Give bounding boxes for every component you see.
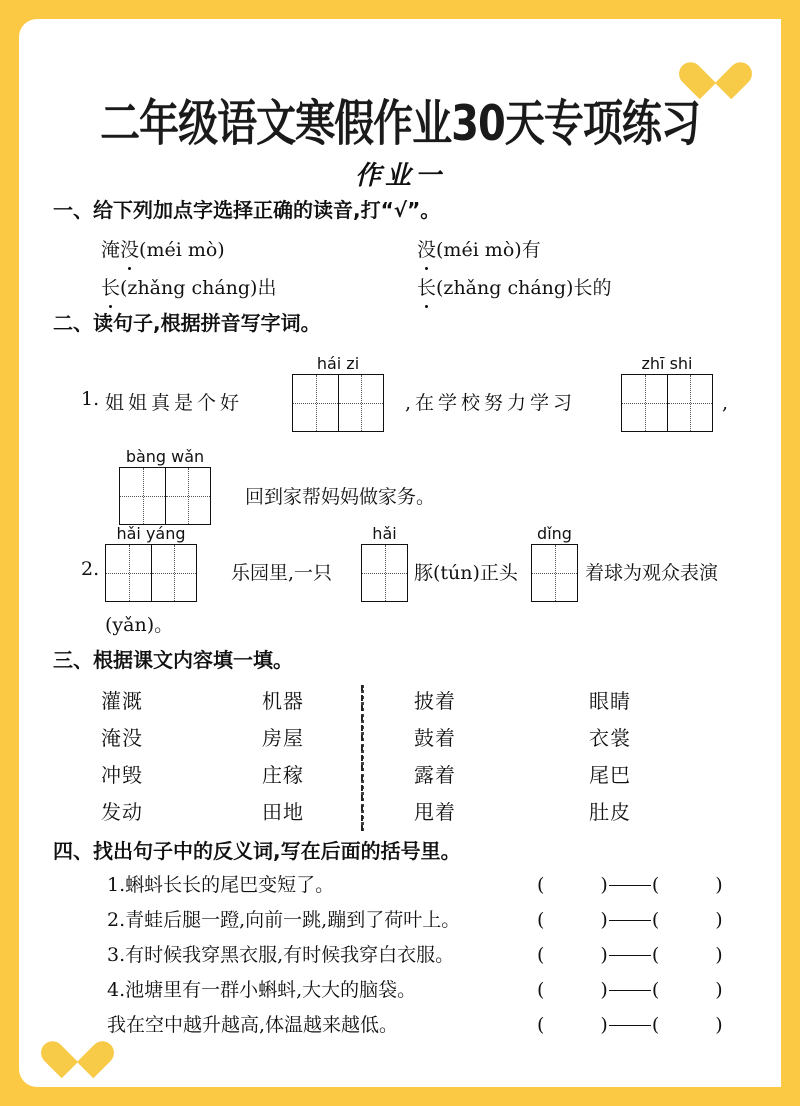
paren-open: ( — [537, 944, 545, 966]
heart-icon — [693, 47, 737, 87]
exercise-4-row — [19, 868, 781, 903]
word-item: 甩着 — [414, 800, 456, 824]
exercise-1-pre: 淹 — [101, 239, 121, 261]
pinyin-box-group[interactable] — [292, 354, 384, 432]
word-item: 衣裳 — [589, 726, 631, 750]
sentence-label: 1. — [107, 874, 126, 896]
paren-open: ( — [651, 979, 660, 1001]
pinyin-box-group[interactable] — [361, 524, 408, 602]
paren-close: ) — [600, 944, 608, 966]
tianzige-cell[interactable] — [151, 545, 196, 601]
sentence-label: 4. — [107, 979, 126, 1001]
sentence-text — [107, 868, 334, 903]
tianzige-cell[interactable] — [120, 468, 165, 524]
word-item: 肚皮 — [589, 800, 631, 824]
answer-blanks[interactable] — [537, 903, 723, 938]
tianzige-cell[interactable] — [667, 375, 712, 431]
word-item: 发动 — [101, 800, 143, 824]
exercise-1-items — [19, 231, 781, 307]
paren-close: ) — [600, 874, 608, 896]
answer-blanks[interactable] — [537, 973, 723, 1008]
connector-line — [609, 1025, 651, 1026]
exercise-2-text: (yǎn)。 — [105, 614, 174, 636]
word-item: 房屋 — [262, 726, 304, 750]
exercise-3-column — [414, 683, 456, 831]
paren-close: ) — [715, 1014, 723, 1036]
exercise-1-post: (méi mò) — [436, 239, 522, 261]
word-item: 庄稼 — [262, 763, 304, 787]
dotted-char: 长 — [417, 273, 436, 300]
exercise-1-tail: 有 — [521, 239, 541, 261]
word-item: 眼睛 — [589, 689, 631, 713]
exercise-1-tail: 长的 — [573, 277, 612, 299]
tianzige-cell[interactable] — [293, 375, 338, 431]
exercise-2-text: 回到家帮妈妈做家务。 — [245, 486, 436, 508]
dotted-char: 没 — [417, 235, 436, 262]
dotted-char: 长 — [101, 273, 120, 300]
connector-line — [609, 990, 651, 991]
paren-open: ( — [537, 1014, 545, 1036]
sentence-text — [107, 973, 416, 1008]
sentence-body: 有时候我穿黑衣服,有时候我穿白衣服。 — [125, 944, 455, 966]
exercise-2-text: ,在学校努力学习 — [405, 392, 577, 414]
dotted-char: 没 — [120, 235, 139, 262]
pinyin-label: hǎi — [372, 524, 397, 543]
exercise-2-sentence-label: 1. — [81, 388, 100, 410]
pinyin-label: zhī shi — [641, 354, 693, 373]
exercise-3-column — [262, 683, 304, 831]
pinyin-label: bàng wǎn — [125, 447, 205, 466]
word-item: 冲毁 — [101, 763, 143, 787]
word-item: 鼓着 — [414, 726, 456, 750]
exercise-1-heading: 一、给下列加点字选择正确的读音,打“√”。 — [53, 198, 441, 222]
exercise-4-row — [19, 938, 781, 973]
sentence-label: 2. — [107, 909, 126, 931]
tianzige-cell[interactable] — [165, 468, 210, 524]
tianzige-box[interactable] — [119, 467, 211, 525]
exercise-2-sentence-label: 2. — [81, 558, 100, 580]
word-item: 露着 — [414, 763, 456, 787]
tianzige-cell[interactable] — [622, 375, 667, 431]
cut-line-divider — [361, 685, 363, 831]
tianzige-cell[interactable] — [532, 545, 577, 601]
worksheet-content — [19, 194, 781, 1043]
word-item: 田地 — [262, 800, 304, 824]
exercise-1-item — [417, 273, 611, 300]
paren-close: ) — [715, 909, 723, 931]
sentence-label: 3. — [107, 944, 126, 966]
paren-open: ( — [537, 909, 545, 931]
pinyin-label: dǐng — [537, 524, 572, 543]
exercise-3-column — [589, 683, 631, 831]
sentence-text — [107, 903, 460, 938]
tianzige-box[interactable] — [361, 544, 408, 602]
word-item: 机器 — [262, 689, 304, 713]
word-item: 灌溉 — [101, 689, 143, 713]
tianzige-cell[interactable] — [338, 375, 383, 431]
exercise-1-post: (méi mò) — [139, 239, 225, 261]
exercise-3-heading: 三、根据课文内容填一填。 — [53, 648, 293, 672]
exercise-2-text: , — [722, 392, 729, 414]
pinyin-box-group[interactable] — [105, 524, 197, 602]
paren-open: ( — [537, 979, 545, 1001]
connector-line — [609, 920, 651, 921]
exercise-4-row — [19, 973, 781, 1008]
paren-close: ) — [600, 909, 608, 931]
word-item: 淹没 — [101, 726, 143, 750]
exercise-4-list — [19, 868, 781, 1043]
exercise-2-body — [19, 342, 781, 642]
word-item: 披着 — [414, 689, 456, 713]
exercise-2-text: 豚(tún)正头 — [414, 562, 518, 584]
page-title: 二年级语文寒假作业30天专项练习 — [100, 95, 700, 153]
worksheet-page — [19, 19, 781, 1087]
sentence-text — [107, 938, 454, 973]
exercise-4-heading: 四、找出句子中的反义词,写在后面的括号里。 — [53, 839, 461, 863]
exercise-2-text: 姐姐真是个好 — [105, 392, 244, 414]
tianzige-box[interactable] — [621, 374, 713, 432]
exercise-2-heading: 二、读句子,根据拼音写字词。 — [53, 311, 321, 335]
connector-line — [609, 885, 651, 886]
paren-close: ) — [715, 874, 723, 896]
paren-open: ( — [651, 944, 660, 966]
paren-open: ( — [651, 874, 660, 896]
tianzige-box[interactable] — [292, 374, 384, 432]
tianzige-cell[interactable] — [362, 545, 407, 601]
pinyin-label: hái zi — [316, 354, 360, 373]
exercise-1-post: (zhǎng cháng) — [120, 277, 258, 299]
exercise-2-text: 乐园里,一只 — [231, 562, 333, 584]
pinyin-label: hǎi yáng — [116, 524, 186, 543]
tianzige-cell[interactable] — [106, 545, 151, 601]
pinyin-box-group[interactable] — [531, 524, 578, 602]
paren-open: ( — [537, 874, 545, 896]
connector-line — [609, 955, 651, 956]
paren-open: ( — [651, 1014, 660, 1036]
paren-close: ) — [600, 1014, 608, 1036]
answer-blanks[interactable] — [537, 1008, 723, 1043]
sentence-body: 蝌蚪长长的尾巴变短了。 — [125, 874, 335, 896]
exercise-1-tail: 出 — [257, 277, 277, 299]
paren-close: ) — [600, 979, 608, 1001]
pinyin-box-group[interactable] — [621, 354, 713, 432]
answer-blanks[interactable] — [537, 868, 723, 903]
paren-close: ) — [715, 979, 723, 1001]
exercise-1-item — [101, 235, 225, 262]
paren-open: ( — [651, 909, 660, 931]
sentence-body: 我在空中越升越高,体温越来越低。 — [107, 1014, 399, 1036]
answer-blanks[interactable] — [537, 938, 723, 973]
word-item: 尾巴 — [589, 763, 631, 787]
tianzige-box[interactable] — [531, 544, 578, 602]
page-subtitle: 作业一 — [354, 161, 445, 191]
sentence-body: 池塘里有一群小蝌蚪,大大的脑袋。 — [125, 979, 417, 1001]
paren-close: ) — [715, 944, 723, 966]
pinyin-box-group[interactable] — [119, 447, 211, 525]
exercise-3-column — [101, 683, 143, 831]
exercise-4-row — [19, 903, 781, 938]
exercise-1-item — [417, 235, 541, 262]
exercise-3-grid — [19, 683, 781, 835]
sentence-body: 青蛙后腿一蹬,向前一跳,蹦到了荷叶上。 — [125, 909, 461, 931]
exercise-1-post: (zhǎng cháng) — [436, 277, 574, 299]
sentence-text — [107, 1008, 398, 1043]
exercise-1-item — [101, 273, 276, 300]
tianzige-box[interactable] — [105, 544, 197, 602]
exercise-2-text: 着球为观众表演 — [585, 562, 719, 584]
exercise-4-row — [19, 1008, 781, 1043]
